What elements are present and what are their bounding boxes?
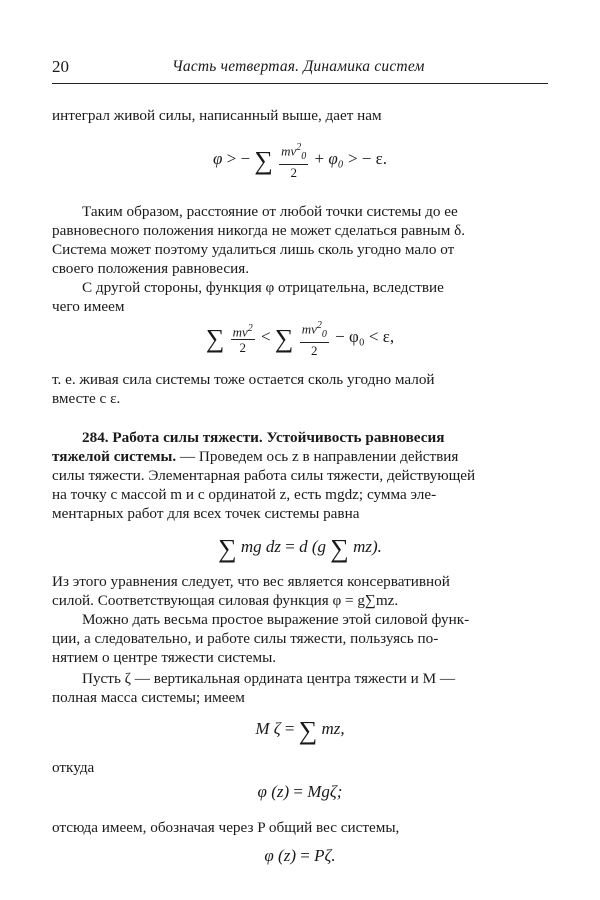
page-header [52, 57, 548, 84]
text-line: равновесного положения никогда не может сделаться равным δ. [52, 222, 466, 239]
text-line: Можно дать весьма простое выражение этой силовой функ- [82, 611, 470, 628]
formula-2: ∑ $\frac{mv^2}{2}$ < ∑ $\frac{mv^2_0}{2}$ − φ₀ < ε, [205, 320, 395, 358]
formula-1: φ > − ∑ $\frac{mv^2_0}{2}$ + φ₀ > − ε. [212, 142, 388, 180]
sigma-symbol: ∑ [205, 323, 225, 353]
formula-5: φ (z) = Mgζ; [257, 782, 343, 801]
text-line: силой. Соответствующая силовая функция φ = g∑mz. [52, 592, 399, 609]
fraction: $\frac{mv^2_0}{2}$ [281, 142, 307, 180]
formula-3: ∑ mg dz = d (g ∑ mz). [218, 534, 382, 563]
formula-4: M ζ = ∑ mz, [255, 716, 345, 745]
text-line: полная масса системы; имеем [52, 689, 245, 706]
text-line: откуда [52, 759, 95, 776]
sigma-symbol: ∑ [274, 323, 294, 353]
text-line: интеграл живой силы, написанный выше, дает нам [52, 107, 382, 124]
text-line: своего положения равновесия. [52, 260, 250, 277]
text-line: отсюда имеем, обозначая через P общий вес системы, [52, 819, 400, 836]
running-title: Часть четвертая. Динамика систем [172, 58, 425, 75]
text-line: вместе с ε. [52, 390, 121, 407]
text-line: тяжелой системы. — Проведем ось z в направлении действия [52, 448, 459, 465]
text-line: Из этого уравнения следует, что вес является консервативной [52, 573, 450, 590]
page-number: 20 [52, 57, 69, 76]
sigma-symbol: ∑ [254, 145, 273, 175]
text-line: ментарных работ для всех точек системы равна [52, 505, 360, 522]
text-line: Система может поэтому удалиться лишь сколь угодно мало от [52, 241, 455, 258]
sigma-symbol: ∑ [298, 716, 318, 745]
sigma-symbol: ∑ [218, 534, 237, 563]
text-line: нятием о центре тяжести системы. [52, 649, 277, 666]
section-heading-end: тяжелой системы. [52, 448, 177, 465]
fraction: $\frac{mv^2}{2}$ [232, 322, 253, 356]
text-line: ции, а следовательно, и работе силы тяжести, пользуясь по- [52, 630, 439, 647]
section-heading: 284. Работа силы тяжести. Устойчивость равновесия [82, 429, 445, 446]
text-line: на точку с массой m и с ординатой z, есть mgdz; сумма эле- [52, 486, 437, 503]
text-line: Таким образом, расстояние от любой точки системы до ее [82, 203, 458, 220]
formula-6: φ (z) = Pζ. [264, 846, 336, 865]
text-line: С другой стороны, функция φ отрицательна, вследствие [82, 279, 444, 296]
fraction: $\frac{mv^2_0}{2}$ [301, 320, 327, 358]
text-line: силы тяжести. Элементарная работа силы тяжести, действующей [52, 467, 476, 484]
text-line: Пусть ζ — вертикальная ордината центра тяжести и M — [82, 670, 456, 687]
sigma-symbol: ∑ [330, 534, 349, 563]
text-line: т. е. живая сила системы тоже остается сколь угодно малой [52, 371, 435, 388]
text-line: чего имеем [52, 298, 125, 315]
